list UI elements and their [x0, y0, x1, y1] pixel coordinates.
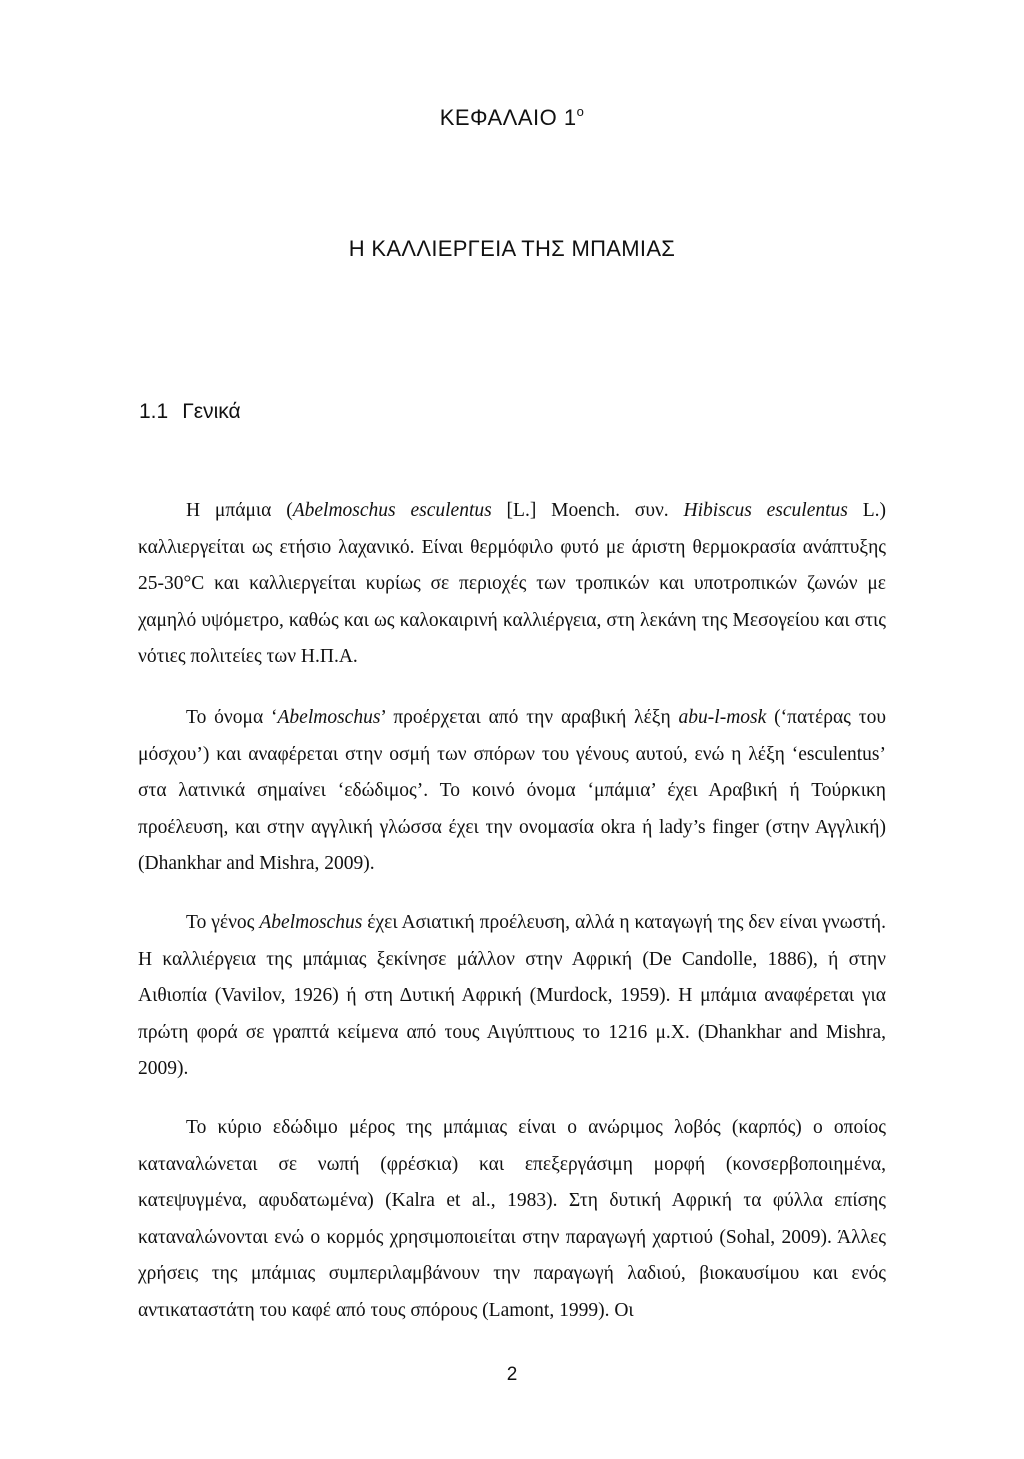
paragraph-text: ’ προέρχεται από την αραβική λέξη	[380, 706, 679, 728]
scientific-name: Hibiscus esculentus	[683, 500, 848, 521]
body-text	[138, 493, 886, 1329]
paragraph-text: L.) καλλιεργείται ως ετήσιο λαχανικό. Είναι θερμόφιλο φυτό με άριστη θερμοκρασία ανάπτυξης 25-30°C και καλλιεργείται κυρίως σε περιοχές των τροπικών και υποτροπικών ζωνών με χαμηλό υψόμετρο, καθώς και ως καλοκαιρινή καλλιέργεια, στη λεκάνη της Μεσογείου και στις νότιες πολιτείες των Η.Π.Α.	[138, 500, 887, 668]
paragraph-text: (‘πατέρας του μόσχου’) και αναφέρεται στην οσμή των σπόρων του γένους αυτού, ενώ η λέξη ‘esculentus’ στα λατινικά σημαίνει ‘εδώδιμος’. Το κοινό όνομα ‘μπάμια’ έχει Αραβική ή Τούρκικη προέλευση, και στην αγγλική γλώσσα έχει την ονομασία okra ή lady’s finger (στην Αγγλική) (Dhankhar and Mishra, 2009).	[138, 706, 886, 875]
paragraph-4	[138, 1110, 886, 1330]
scientific-name: Abelmoschus	[277, 706, 381, 728]
scientific-name: Abelmoschus esculentus	[292, 500, 492, 521]
foreign-term: abu-l-mosk	[678, 706, 767, 728]
paragraph-text: Το γένος	[186, 911, 260, 933]
paragraph-text: [L.] Moench. συν.	[491, 500, 684, 521]
paragraph-text: Το όνομα ‘	[186, 706, 278, 728]
section-heading	[139, 400, 241, 424]
scientific-name: Abelmoschus	[259, 911, 363, 933]
paragraph-2	[138, 700, 886, 883]
chapter-title: Η ΚΑΛΛΙΕΡΓΕΙΑ ΤΗΣ ΜΠΑΜΙΑΣ	[348, 236, 676, 261]
paragraph-3	[138, 905, 886, 1088]
chapter-heading	[0, 104, 1024, 131]
chapter-label: ΚΕΦΑΛΑΙΟ 1	[439, 105, 577, 130]
paragraph-text: Το κύριο εδώδιμο μέρος της μπάμιας είναι ο ανώριμος λοβός (καρπός) ο οποίος καταναλώνεται σε νωπή (φρέσκια) και επεξεργάσιμη μορφή (κονσερβοποιημένα, κατεψυγμένα, αφυδατωμένα) (Kalra et al., 1983). Στη δυτική Αφρική τα φύλλα επίσης καταναλώνονται ενώ ο κορμός χρησιμοποιείται στην παραγωγή χαρτιού (Sohal, 2009). Άλλες χρήσεις της μπάμιας συμπεριλαμβάνουν την παραγωγή λαδιού, βιοκαυσίμου και ενός αντικαταστάτη του καφέ από τους σπόρους (Lamont, 1999). Οι	[138, 1116, 886, 1321]
paragraph-text: Η μπάμια (	[186, 500, 293, 521]
paragraph-1	[138, 493, 886, 676]
paragraph-text: έχει Ασιατική προέλευση, αλλά η καταγωγή της δεν είναι γνωστή. Η καλλιέργεια της μπάμιας ξεκίνησε μάλλον στην Αφρική (De Candolle, 1886), ή στην Αιθιοπία (Vavilov, 1926) ή στη Δυτική Αφρική (Murdock, 1959). Η μπάμια αναφέρεται για πρώτη φορά σε γραπτά κείμενα από τους Αιγύπτιους το 1216 μ.Χ. (Dhankhar and Mishra, 2009).	[138, 911, 886, 1080]
section-title: Γενικά	[182, 400, 241, 423]
page-number: 2	[506, 1364, 518, 1385]
chapter-superscript: ο	[576, 104, 585, 119]
section-number: 1.1	[139, 400, 169, 423]
